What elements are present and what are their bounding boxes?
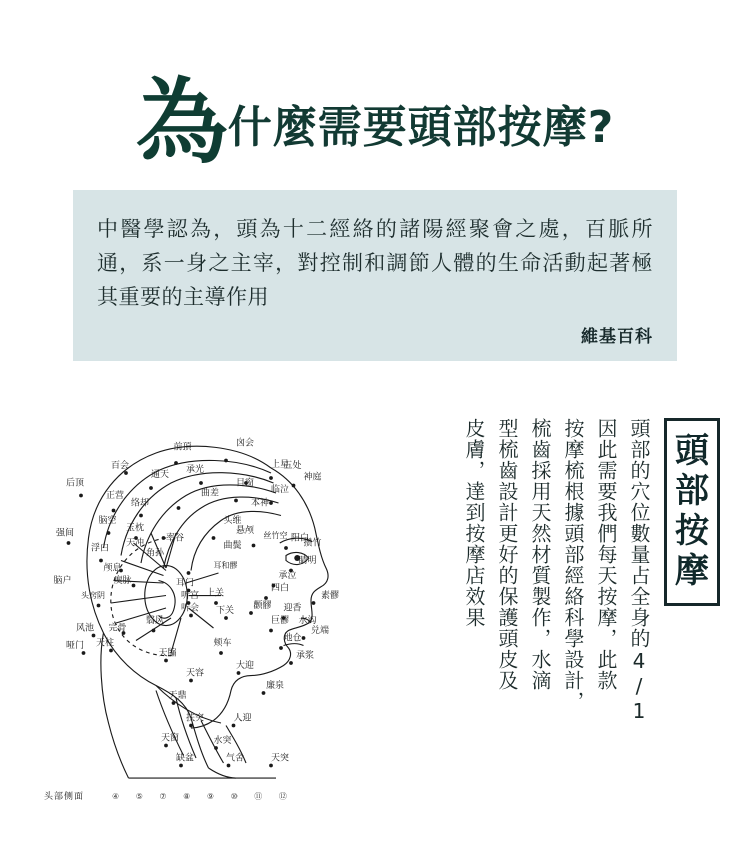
acupoint-label: 囟会 — [236, 438, 255, 449]
acupoint-label: 扶突 — [186, 713, 205, 724]
feature-title-char-2: 部 — [675, 471, 709, 512]
acupoint-label: 素髎 — [321, 591, 340, 601]
acupoint-label: 前頂 — [173, 442, 192, 453]
quote-text: 中醫學認為，頭為十二經絡的諸陽經聚會之處，百脈所通，系一身之主宰，對控制和調節人體的生命活動起著極其重要的主導作用 — [97, 217, 653, 310]
acupoint-label: 头窍阴 — [81, 591, 105, 600]
acupoint-label: 强间 — [56, 528, 75, 539]
acupoint-label: 水沟 — [298, 616, 317, 626]
acupoint-label: 悬颅 — [236, 526, 255, 536]
acupoint-label: 天柱 — [96, 638, 115, 649]
page-title — [0, 40, 750, 177]
acupoint-label: 承泣 — [278, 571, 297, 581]
acupoint-label: 缺盆 — [176, 753, 195, 764]
acupoint-label: 通天 — [151, 469, 170, 480]
acupoint-label: 巨髎 — [271, 616, 290, 626]
acupoint-label: 承浆 — [296, 651, 315, 661]
acupoint-label: 天突 — [271, 753, 290, 764]
acupoint-label: 阳白 — [291, 533, 310, 544]
acupoint-label: 曲鬓 — [223, 541, 242, 551]
acupoint-label: 风池 — [76, 623, 95, 634]
diagram-caption: 头部侧面 — [44, 792, 85, 802]
quote-source: 維基百科 — [581, 327, 653, 348]
acupoint-label: 睛明 — [298, 556, 317, 566]
acupoint-label: 率谷 — [166, 533, 185, 544]
acupoint-label: 五处 — [283, 461, 302, 471]
acupoint-label: 目窗 — [236, 478, 255, 489]
acupoint-label: 四白 — [271, 583, 290, 594]
feature-title-char-4: 摩 — [675, 551, 709, 592]
acupoint-label: 承光 — [186, 464, 205, 475]
feature-column-2: 因此需要我們每天按摩，此款 — [594, 418, 618, 691]
diagram-legend-dots: ④ ⑤ ⑦ ⑧ ⑨ ⑩ ⑪ ⑫ — [112, 792, 294, 801]
acupoint-label: 听宫 — [181, 591, 200, 601]
head-acupoint-diagram — [26, 408, 376, 808]
acupoint-label: 本神 — [251, 498, 270, 509]
acupoint-label: 天鼎 — [168, 691, 187, 701]
feature-title-char-3: 按 — [675, 511, 709, 552]
acupoint-label: 水突 — [213, 736, 232, 746]
acupoint-label: 浮白 — [91, 543, 110, 554]
acupoint-label: 天窗 — [161, 733, 180, 744]
acupoint-label: 角孙 — [146, 548, 165, 559]
acupoint-label: 神庭 — [303, 472, 322, 483]
acupoint-label: 听会 — [181, 603, 200, 614]
headline-text: 什麼需要頭部按摩? — [227, 102, 615, 153]
acupoint-label: 脑户 — [53, 576, 72, 586]
acupoint-label: 正营 — [106, 491, 125, 501]
acupoint-label: 上星 — [271, 459, 290, 470]
acupoint-label: 翳风 — [146, 616, 165, 626]
feature-column-5: 型梳齒設計更好的保護頭皮及 — [495, 418, 519, 691]
acupoint-label: 天容 — [186, 668, 205, 679]
acupoint-label: 攒竹 — [303, 538, 322, 549]
feature-title-box — [664, 418, 720, 606]
acupoint-label: 天冲 — [126, 538, 145, 549]
acupoint-label: 气舍 — [226, 753, 245, 764]
acupoint-label: 头维 — [223, 516, 242, 526]
feature-column-3: 按摩梳根據頭部經絡科學設計， — [561, 418, 585, 712]
acupoint-label: 后顶 — [66, 478, 85, 489]
acupoint-label: 耳门 — [176, 578, 195, 589]
acupoint-label: 颧髎 — [253, 601, 272, 611]
feature-column-4: 梳齒採用天然材質製作，水滴 — [528, 418, 552, 691]
feature-title-char-1: 頭 — [675, 431, 709, 471]
lower-section — [0, 400, 750, 820]
feature-column-6: 皮膚，達到按摩店效果 — [462, 418, 486, 628]
acupoint-label: 临泣 — [271, 484, 290, 495]
acupoint-label: 络却 — [131, 498, 150, 509]
diagram-label-group — [54, 437, 340, 764]
acupoint-label: 下关 — [216, 606, 235, 616]
acupoint-label: 地仓 — [283, 633, 302, 644]
acupoint-label: 颊车 — [213, 638, 232, 649]
feature-column-1: 頭部的穴位數量占全身的4/1 — [627, 418, 651, 724]
headline-accent-char: 為 — [135, 69, 226, 177]
acupoint-label: 耳和髎 — [213, 561, 238, 570]
acupoint-label: 瘈脉 — [113, 576, 132, 586]
acupoint-label: 兑端 — [311, 626, 330, 636]
acupoint-label: 百会 — [111, 461, 130, 471]
acupoint-label: 完骨 — [108, 623, 127, 634]
acupoint-label: 廉泉 — [266, 681, 285, 691]
acupoint-label: 脑空 — [98, 516, 117, 526]
acupoint-label: 迎香 — [283, 603, 302, 614]
acupoint-label: 大迎 — [236, 661, 255, 671]
acupoint-label: 人迎 — [233, 713, 252, 724]
feature-body — [454, 418, 652, 738]
acupoint-label: 丝竹空 — [263, 531, 288, 540]
acupoint-label: 玉枕 — [126, 523, 145, 534]
acupoint-label: 曲差 — [201, 488, 220, 499]
quote-box — [73, 190, 677, 361]
acupoint-label: 哑门 — [66, 641, 85, 651]
acupoint-label: 天牖 — [158, 648, 177, 659]
acupoint-label: 上关 — [206, 588, 225, 599]
acupoint-label: 颅息 — [103, 563, 122, 574]
